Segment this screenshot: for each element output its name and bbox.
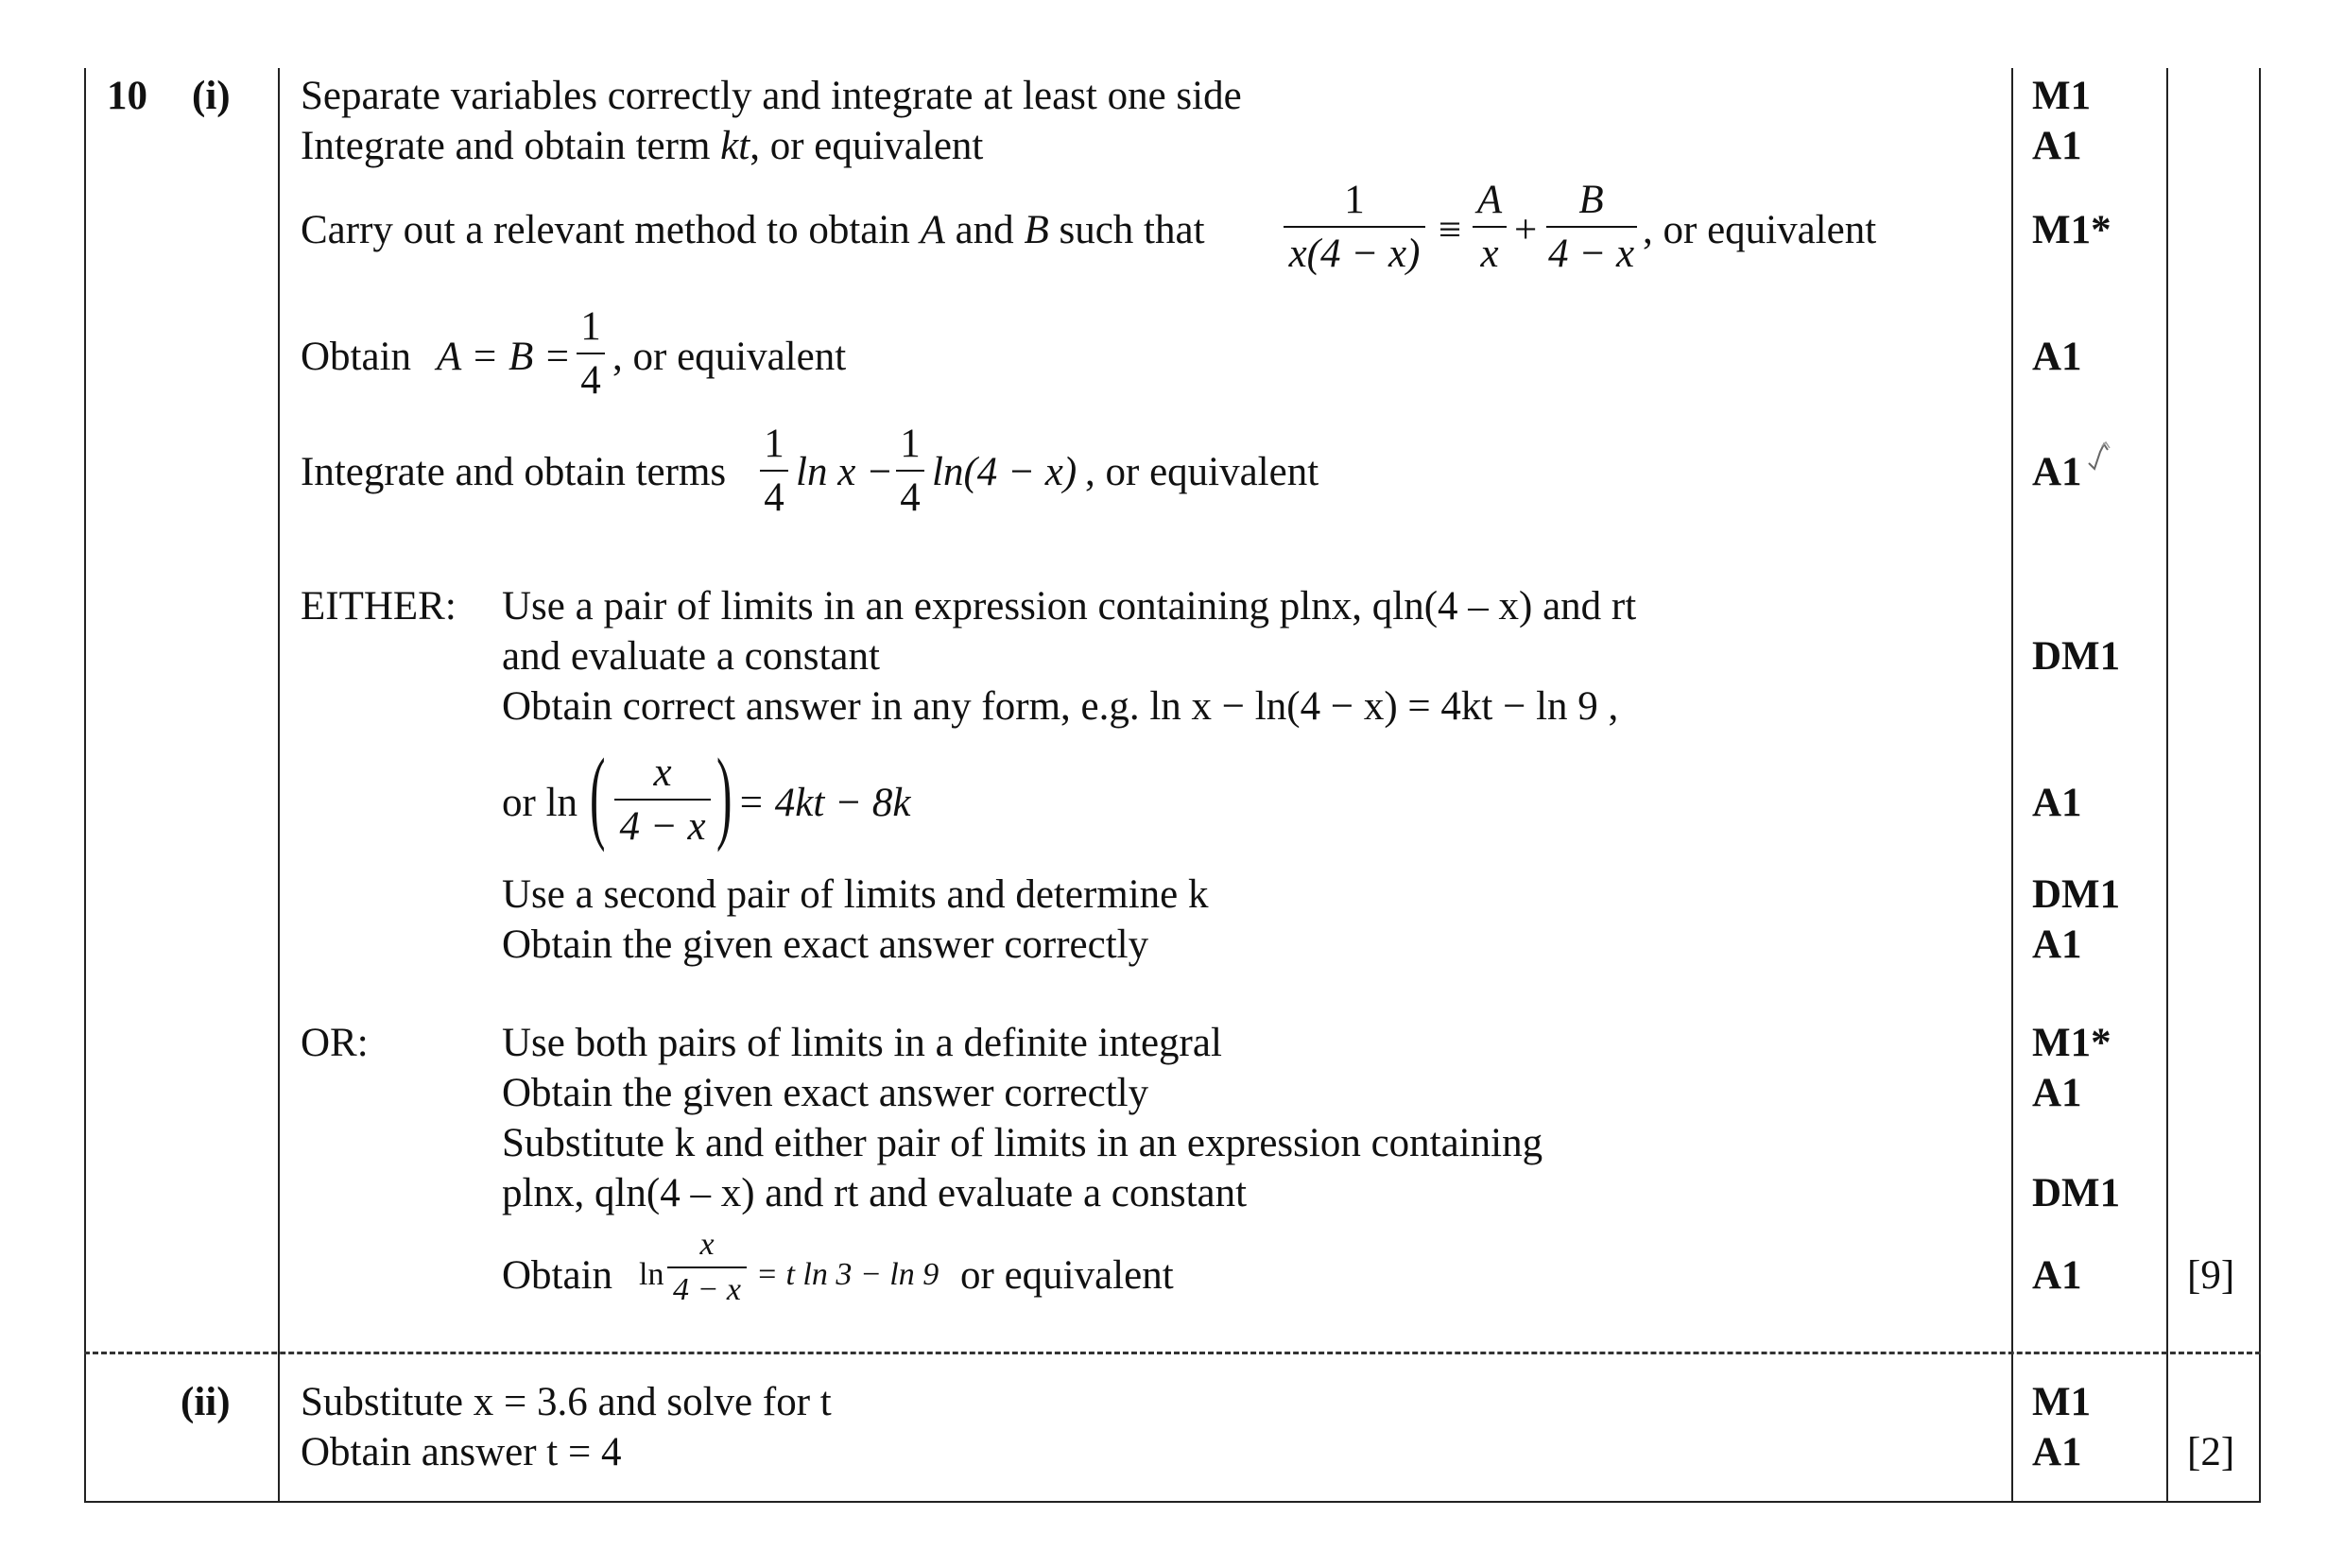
line-separate-variables: Separate variables correctly and integrate at least one side [301, 74, 1242, 118]
line-integrate-kt [301, 126, 983, 166]
fraction-A-over-x [1473, 180, 1507, 274]
total-part-i: [9] [2187, 1253, 2235, 1298]
mark: A1 [2032, 781, 2082, 825]
line-integrate-terms: Integrate and obtain terms [301, 450, 727, 494]
denominator: 4 − x [1548, 232, 1635, 276]
mark: DM1 [2032, 634, 2121, 679]
column-divider-1 [278, 68, 280, 1503]
or-equivalent: , or equivalent [1085, 450, 1319, 494]
fraction-1-over-4-b [896, 423, 924, 518]
text: Integrate and obtain term [301, 124, 721, 168]
or-line-3: Substitute k and either pair of limits in an expression containing [502, 1121, 1543, 1165]
line-partial-fractions [301, 210, 1205, 250]
fraction-1-over-4-a [760, 423, 788, 518]
fraction-bar [1473, 226, 1507, 228]
or-rhs: = t ln 3 − ln 9 [756, 1257, 939, 1292]
or-line-4: plnx, qln(4 – x) and rt and evaluate a constant [502, 1171, 1248, 1215]
fraction-bar [1546, 226, 1637, 228]
mark: M1 [2032, 1380, 2092, 1424]
or-ln: ln [639, 1257, 664, 1292]
text: and [944, 208, 1025, 252]
mark: M1* [2032, 208, 2111, 252]
mark: DM1 [2032, 1171, 2121, 1215]
column-divider-2 [2011, 68, 2013, 1503]
follow-through-tick-icon [2087, 440, 2115, 478]
mark: A1 [2032, 922, 2082, 967]
denominator: 4 − x [672, 1271, 742, 1307]
mark: A1 [2032, 450, 2082, 494]
either-line-3: Obtain correct answer in any form, e.g. ln x − ln(4 − x) = 4kt − ln 9 , [502, 684, 1619, 729]
mark: M1 [2032, 74, 2092, 118]
fraction-B-over-4mx [1544, 180, 1638, 274]
fraction-1-over-4 [577, 306, 605, 401]
fraction-x-over-4mx [614, 752, 711, 847]
math-lnx: ln x − [796, 450, 894, 494]
question-number: 10 [107, 74, 147, 118]
math-A-eq-B: A = B = [437, 335, 572, 379]
either-label: EITHER: [301, 584, 457, 629]
denominator: 4 [764, 475, 784, 520]
mark: A1 [2032, 1253, 2082, 1298]
either-or-ln: or ln [502, 781, 578, 825]
fraction-bar [1284, 226, 1425, 228]
total-part-ii: [2] [2187, 1430, 2235, 1474]
text: such that [1048, 208, 1205, 252]
right-paren: ) [716, 737, 732, 853]
fraction-bar [614, 799, 711, 801]
text: , or equivalent [750, 124, 984, 168]
mark: M1* [2032, 1021, 2111, 1065]
equiv-symbol: ≡ [1439, 208, 1462, 252]
plus-symbol: + [1514, 208, 1538, 252]
fraction-bar [896, 470, 924, 472]
table-left-border [84, 68, 86, 1503]
either-line-1: Use a pair of limits in an expression containing plnx, qln(4 – x) and rt [502, 584, 1637, 629]
or-equivalent: or equivalent [960, 1253, 1174, 1298]
part-i-label: (i) [192, 74, 231, 118]
numerator: x [653, 750, 672, 795]
mark: A1 [2032, 124, 2082, 168]
denominator: 4 [900, 475, 921, 520]
denominator: 4 [580, 358, 601, 403]
numerator: 1 [900, 422, 921, 466]
numerator: 1 [1344, 178, 1365, 222]
part-separator [84, 1352, 2261, 1354]
table-right-border [2259, 68, 2261, 1503]
math-B: B [1024, 208, 1049, 252]
part-ii-label: (ii) [181, 1380, 231, 1424]
part-ii-line-2: Obtain answer t = 4 [301, 1430, 622, 1474]
mark: DM1 [2032, 872, 2121, 917]
table-bottom-border [84, 1501, 2261, 1503]
either-line-2: and evaluate a constant [502, 634, 880, 679]
math-A: A [920, 208, 945, 252]
text: Carry out a relevant method to obtain [301, 208, 921, 252]
or-line-1: Use both pairs of limits in a definite integral [502, 1021, 1222, 1065]
or-label: OR: [301, 1021, 369, 1065]
mark: A1 [2032, 1071, 2082, 1115]
mark: A1 [2032, 335, 2082, 379]
column-divider-3 [2166, 68, 2168, 1503]
fraction-x-over-4mx-small [667, 1229, 747, 1306]
numerator: x [699, 1227, 715, 1262]
denominator: x [1480, 232, 1499, 276]
either-rhs: = 4kt − 8k [737, 781, 911, 825]
numerator: A [1476, 178, 1503, 222]
fraction-bar [667, 1266, 747, 1268]
or-line-2: Obtain the given exact answer correctly [502, 1071, 1149, 1115]
or-obtain: Obtain [502, 1253, 613, 1298]
part-ii-line-1: Substitute x = 3.6 and solve for t [301, 1380, 832, 1424]
numerator: 1 [764, 422, 784, 466]
or-equivalent: , or equivalent [612, 335, 847, 379]
either-line-5: Use a second pair of limits and determine k [502, 872, 1209, 917]
or-equivalent: , or equivalent [1643, 208, 1877, 252]
either-line-6: Obtain the given exact answer correctly [502, 922, 1149, 967]
mark: A1 [2032, 1430, 2082, 1474]
math-ln4mx: ln(4 − x) [932, 450, 1077, 494]
denominator: x(4 − x) [1288, 232, 1421, 276]
numerator: B [1578, 178, 1604, 222]
left-paren: ( [590, 737, 606, 853]
math-kt: kt [720, 124, 750, 168]
fraction-bar [577, 353, 605, 354]
denominator: 4 − x [619, 804, 706, 849]
fraction-1-over-x4mx [1284, 180, 1425, 274]
line-obtain-AB: Obtain [301, 335, 412, 379]
numerator: 1 [580, 304, 601, 349]
fraction-bar [760, 470, 788, 472]
